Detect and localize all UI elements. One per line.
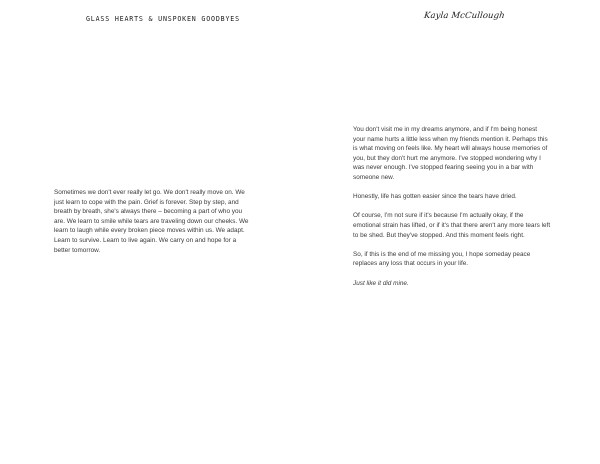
left-page-text	[54, 188, 252, 265]
right-page-text	[353, 125, 551, 298]
closing-line: Just like it did mine.	[353, 279, 409, 287]
paragraph: Honestly, life has gotten easier since the tears have dried.	[353, 193, 517, 201]
paragraph: Sometimes we don't ever really let go. We don't really move on. We just learn to cope with the pain. Grief is forever. Step by step, and breath by breath, she's always there – becoming a part of who you are. We learn to smile while tears are traveling down our cheeks. We learn to laugh while every broken piece moves within us. We adapt. Learn to survive. Learn to live again. We carry on and hope for a better tomorrow.	[54, 189, 249, 254]
right-page	[300, 0, 600, 464]
paragraph: So, if this is the end of me missing you, I hope someday peace replaces any loss that occurs in your life.	[353, 250, 531, 268]
book-title-header: GLASS HEARTS & UNSPOKEN GOODBYES	[86, 14, 240, 23]
paragraph: You don't visit me in my dreams anymore, and if I'm being honest your name hurts a little less when my friends mention it. Perhaps this is what moving on feels like. My heart will always house memories of you, but they don't hurt me anymore. I've stopped wondering why I was never enough. I've stopped fearing seeing you in a bar with someone new.	[353, 126, 548, 181]
paragraph: Of course, I'm not sure if it's because I'm actually okay, if the emotional strain has lifted, or if it's that there aren't any more tears left to be shed. But they've stopped. And this moment feels right.	[353, 212, 551, 239]
author-signature: Kayla McCullough	[423, 11, 506, 21]
